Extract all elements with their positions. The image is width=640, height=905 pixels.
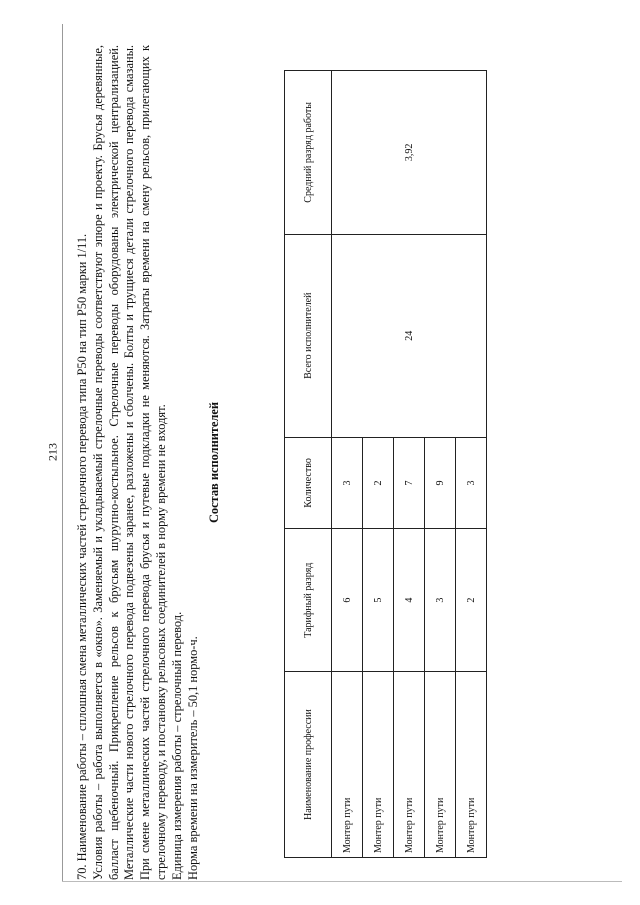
cell-grade: 2 (456, 529, 487, 672)
header-profession: Наименование профессии (285, 672, 332, 858)
cell-average-grade: 3,92 (332, 71, 487, 235)
page-number: 213 (45, 443, 60, 461)
cell-grade: 5 (363, 529, 394, 672)
cell-count: 3 (456, 437, 487, 529)
time-norm: Норма времени на измеритель – 50,1 нормо-ч. (185, 636, 200, 880)
table-title: Состав исполнителей (207, 401, 222, 524)
cell-profession: Монтер пути (363, 672, 394, 858)
cell-grade: 4 (394, 529, 425, 672)
page-left-edge (62, 24, 63, 882)
cell-count: 3 (332, 437, 363, 529)
header-total: Всего исполнителей (285, 234, 332, 437)
table-header-row (285, 71, 332, 858)
cell-profession: Монтер пути (332, 672, 363, 858)
cell-count: 9 (425, 437, 456, 529)
cell-grade: 6 (332, 529, 363, 672)
rotated-content (75, 45, 475, 880)
header-count: Количество (285, 437, 332, 529)
table-row (332, 71, 363, 858)
cell-count: 7 (394, 437, 425, 529)
header-grade: Тарифный разряд (285, 529, 332, 672)
cell-profession: Монтер пути (425, 672, 456, 858)
staff-table (284, 70, 487, 858)
page-bottom-edge (62, 881, 622, 882)
work-conditions: Условия работы – работа выполняется в «окно». Заменяемый и укладываемый стрелочные переводы соответствуют эпюре и проекту. Брусья деревянные, балласт щебеночный. Прикрепление рельсов к брусьям шурупно-костыльное. Стрелочные переводы оборудованы электрической централизацией. Металлические части нового стрелочного перевода подвезены заранее, разложены и сболчены. Болты и трущиеся детали стрелочного перевода смазаны. При смене металлических частей стрелочного перевода брусья и путевые подкладки не меняются. Затраты времени на смену рельсов, прилегающих к стрелочному переводу, и постановку рельсовых соединителей в норму времени не входят. (90, 45, 168, 880)
cell-total: 24 (332, 234, 487, 437)
header-average-grade: Средний разряд работы (285, 71, 332, 235)
cell-count: 2 (363, 437, 394, 529)
measurement-unit: Единица измерения работы – стрелочный перевод. (169, 611, 184, 880)
cell-profession: Монтер пути (456, 672, 487, 858)
cell-profession: Монтер пути (394, 672, 425, 858)
cell-grade: 3 (425, 529, 456, 672)
work-title: 70. Наименование работы – сплошная смена металлических частей стрелочного перевода типа Р50 на тип Р50 марки 1/11. (75, 233, 89, 880)
